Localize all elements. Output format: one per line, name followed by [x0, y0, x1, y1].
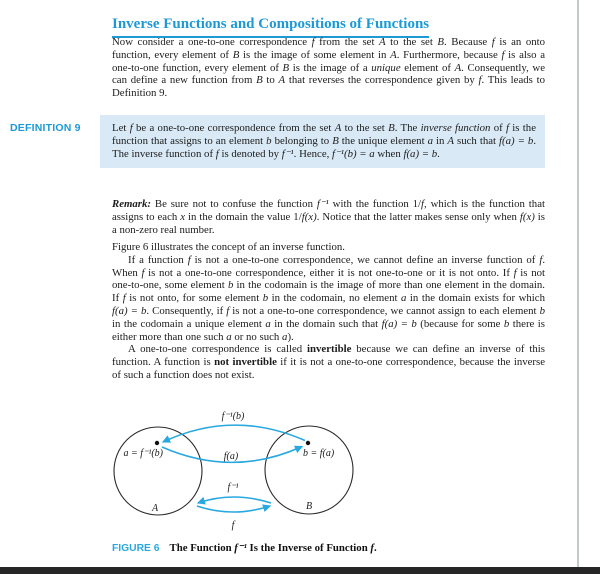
- figure-reference-line: Figure 6 illustrates the concept of an inverse function.: [112, 241, 345, 253]
- definition-box: [100, 115, 545, 168]
- lens-forward-label: f: [231, 520, 235, 531]
- set-a-label: A: [151, 503, 159, 514]
- figure-caption: [112, 541, 552, 554]
- definition-number-label: DEFINITION 9: [10, 122, 81, 134]
- page-edge-line: [577, 0, 579, 568]
- inverse-function-arrow: [198, 497, 271, 503]
- element-b-dot: [306, 441, 310, 445]
- page-bottom-bar: [0, 567, 600, 574]
- element-b-label: b = f(a): [303, 448, 335, 459]
- mid-arrow-label: f(a): [223, 451, 239, 462]
- set-a-circle: [114, 427, 202, 515]
- figure-caption-number: FIGURE 6: [112, 543, 160, 554]
- remark-paragraph: Remark: Be sure not to confuse the function f⁻¹ with the function 1/f, which is the function that assigns to each x in the domain the value 1/f(x). Notice that the latter makes sense only when f(x) is a non-zero real number.: [112, 198, 545, 236]
- discussion-block: [112, 241, 545, 382]
- set-b-label: B: [305, 501, 313, 512]
- not-invertible-paragraph: If a function f is not a one-to-one correspondence, we cannot define an inverse function of f. When f is not a one-to-one correspondence, either it is not one-to-one or it is not onto. If f is not one-to-one, some element b in the codomain is the image of more than one element in the domain. If f is not onto, for some element b in the codomain, no element a in the domain exists for which f(a) = b. Consequently, if f is not a one-to-one correspondence, we cannot assign to each element b in the codomain a unique element a in the domain such that f(a) = b (because for some b there is either more than one such a or no such a).: [112, 253, 546, 343]
- figure-caption-text: The Function f⁻¹ Is the Inverse of Function f.: [169, 542, 377, 554]
- definition-text: Let f be a one-to-one correspondence from the set A to the set B. The inverse function of f is the function that assigns to an element b belonging to B the unique element a in A such that f(a) = b. The inverse function of f is denoted by f⁻¹. Hence, f⁻¹(b) = a when f(a) = b.: [112, 122, 537, 160]
- invertible-paragraph: A one-to-one correspondence is called invertible because we can define an inverse of this function. A function is not invertible if it is not a one-to-one correspondence, because the inverse of such a function does not exist.: [112, 343, 546, 381]
- figure-6-diagram: [105, 402, 395, 542]
- intro-paragraph: Now consider a one-to-one correspondence f from the set A to the set B. Because f is an onto function, every element of B is the image of some element in A. Furthermore, because f is also a one-to-one function, every element of B is the image of a unique element of A. Consequently, we can define a new function from B to A that reverses the correspondence given by f. This leads to Definition 9.: [112, 36, 546, 100]
- element-a-label: a = f⁻¹(b): [123, 448, 163, 459]
- top-arrow-label: f⁻¹(b): [221, 411, 245, 422]
- element-a-dot: [155, 441, 159, 445]
- lens-inverse-label: f⁻¹: [227, 482, 239, 493]
- forward-function-arrow: [197, 506, 270, 512]
- inverse-function-diagram: [105, 402, 395, 542]
- section-title: Inverse Functions and Compositions of Functions: [112, 16, 429, 38]
